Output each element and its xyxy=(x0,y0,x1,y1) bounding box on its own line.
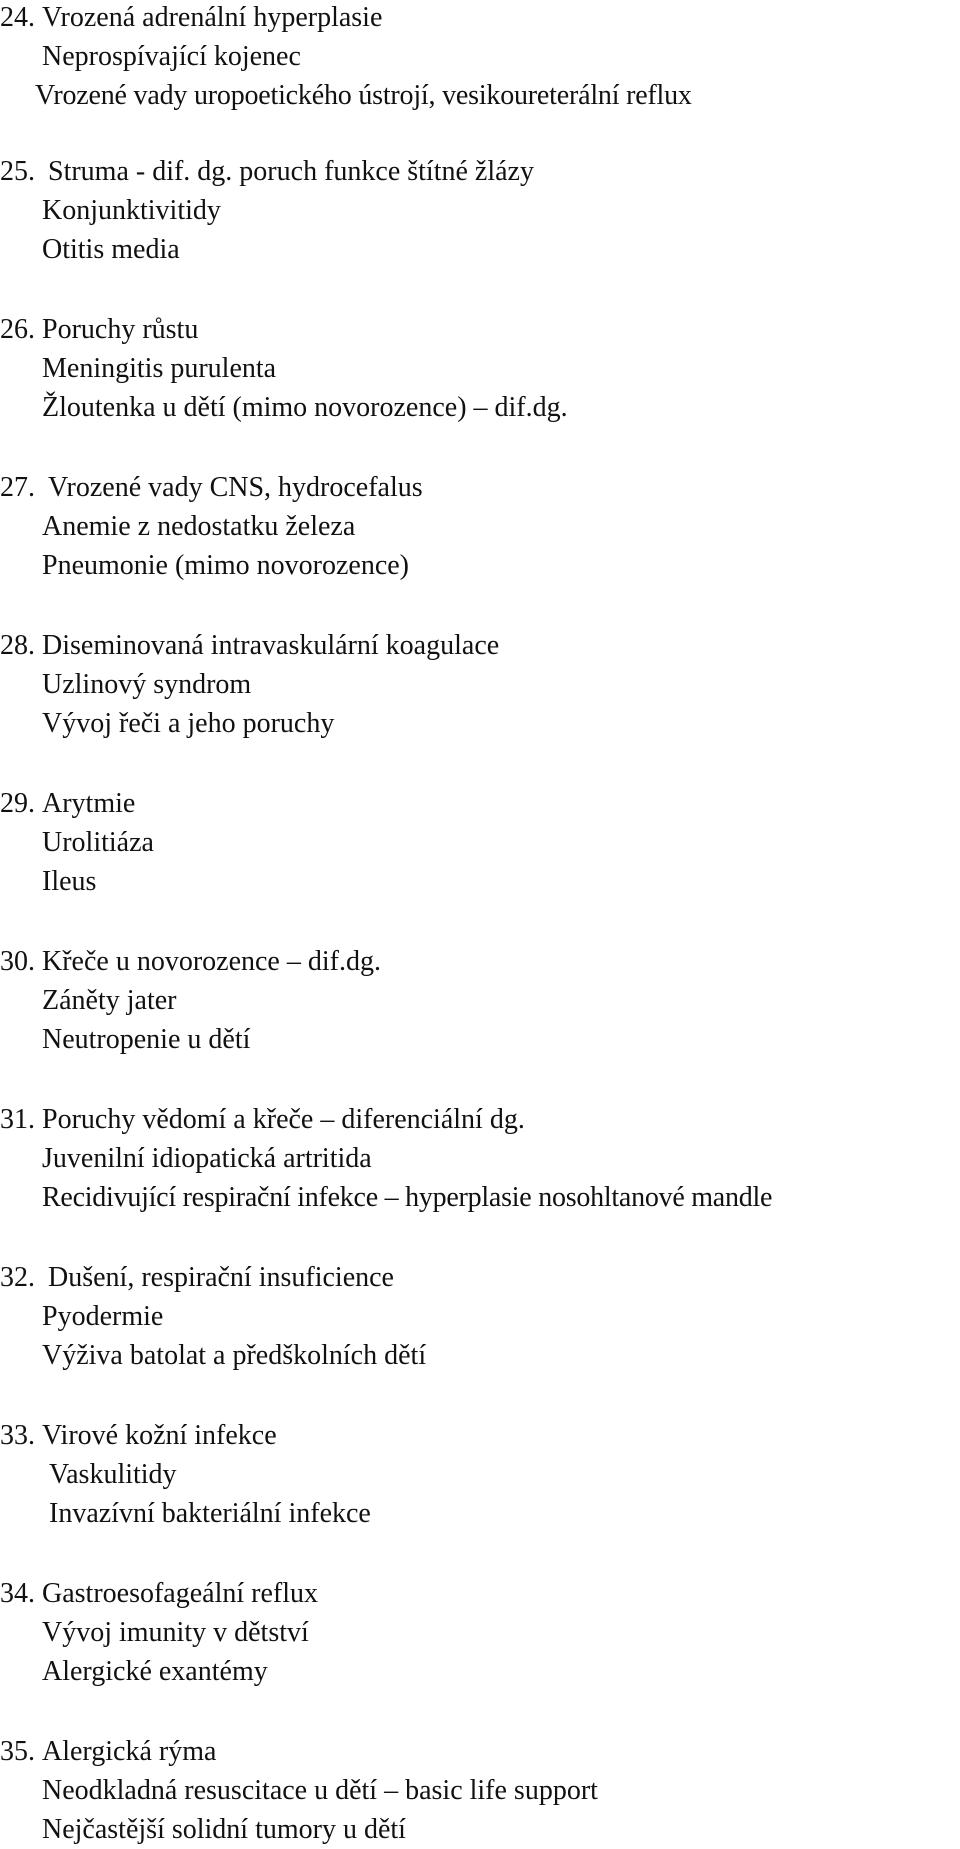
topic-title-line xyxy=(0,942,960,981)
topic-line: Vrozená adrenální hyperplasie xyxy=(42,2,383,33)
topic-24 xyxy=(0,0,960,115)
topic-line: Uzlinový syndrom xyxy=(42,669,252,700)
topic-line: Vývoj řeči a jeho poruchy xyxy=(42,708,335,739)
topic-line: Juvenilní idiopatická artritida xyxy=(42,1143,372,1174)
topic-line-row xyxy=(0,349,960,388)
topic-number: 34. xyxy=(0,1578,35,1609)
topic-line: Arytmie xyxy=(42,788,136,819)
topic-title-line xyxy=(0,1100,960,1139)
topic-27 xyxy=(0,468,960,585)
topic-line: Gastroesofageální reflux xyxy=(42,1578,318,1609)
topic-line: Křeče u novorozence – dif.dg. xyxy=(42,946,381,977)
topic-30 xyxy=(0,942,960,1059)
topic-title-line xyxy=(0,152,960,191)
topic-number: 28. xyxy=(0,630,35,661)
topic-29 xyxy=(0,784,960,901)
topic-33 xyxy=(0,1416,960,1533)
topic-line: Vrozené vady CNS, hydrocefalus xyxy=(48,472,423,503)
topic-line-row xyxy=(0,1613,960,1652)
topic-line: Alergické exantémy xyxy=(42,1656,268,1687)
topic-line-row xyxy=(0,1652,960,1691)
topic-line: Urolitiáza xyxy=(42,827,154,858)
topic-line: Dušení, respirační insuficience xyxy=(48,1262,394,1293)
topic-line-row xyxy=(0,507,960,546)
topic-title-line xyxy=(0,1416,960,1455)
topic-line-row xyxy=(0,230,960,269)
topic-line: Žloutenka u dětí (mimo novorozence) – dif.dg. xyxy=(42,392,568,423)
topic-line-row xyxy=(0,1771,960,1810)
topic-line-row xyxy=(0,665,960,704)
topic-line: Vývoj imunity v dětství xyxy=(42,1617,309,1648)
topic-line: Otitis media xyxy=(42,234,180,265)
topic-number: 30. xyxy=(0,946,35,977)
topic-31 xyxy=(0,1100,960,1217)
topic-line-row xyxy=(0,1494,960,1533)
topic-number: 27. xyxy=(0,472,35,503)
topic-title-line xyxy=(0,1574,960,1613)
topic-line: Anemie z nedostatku železa xyxy=(42,511,356,542)
topic-number: 32. xyxy=(0,1262,35,1293)
topic-line: Meningitis purulenta xyxy=(42,353,277,384)
topic-number: 33. xyxy=(0,1420,35,1451)
topic-line-row xyxy=(0,1336,960,1375)
topic-32 xyxy=(0,1258,960,1375)
topic-line-row xyxy=(0,191,960,230)
topic-title-line xyxy=(0,0,960,37)
topic-line: Konjunktivitidy xyxy=(42,195,221,226)
topic-line-row xyxy=(0,981,960,1020)
topic-title-line xyxy=(0,1258,960,1297)
topic-number: 26. xyxy=(0,314,35,345)
topic-26 xyxy=(0,310,960,427)
topic-number: 24. xyxy=(0,2,35,33)
topic-line: Vaskulitidy xyxy=(49,1459,177,1490)
topic-title-line xyxy=(0,468,960,507)
topic-number: 25. xyxy=(0,156,35,187)
topic-line: Pneumonie (mimo novorozence) xyxy=(42,550,410,581)
topic-28 xyxy=(0,626,960,743)
topic-title-line xyxy=(0,784,960,823)
topic-line-row xyxy=(0,388,960,427)
topic-line: Záněty jater xyxy=(42,985,177,1016)
topic-line-row xyxy=(0,546,960,585)
topic-line-row xyxy=(0,1020,960,1059)
topic-line: Diseminovaná intravaskulární koagulace xyxy=(42,630,500,661)
topic-line: Virové kožní infekce xyxy=(42,1420,277,1451)
topic-line: Poruchy růstu xyxy=(42,314,199,345)
topic-line-row xyxy=(0,1139,960,1178)
topic-line-row xyxy=(0,704,960,743)
topic-line: Pyodermie xyxy=(42,1301,164,1332)
topic-line-row xyxy=(0,1297,960,1336)
topic-number: 35. xyxy=(0,1736,35,1767)
topic-line: Nejčastější solidní tumory u dětí xyxy=(42,1814,406,1845)
topic-line-row xyxy=(0,37,960,76)
topic-line-row xyxy=(0,862,960,901)
topic-line-row xyxy=(0,1810,960,1849)
topic-line-row xyxy=(0,1178,960,1217)
topic-line: Recidivující respirační infekce – hyperplasie nosohltanové mandle xyxy=(42,1182,773,1213)
topic-title-line xyxy=(0,310,960,349)
topic-number: 31. xyxy=(0,1104,35,1135)
topic-title-line xyxy=(0,1732,960,1771)
topic-35 xyxy=(0,1732,960,1849)
topic-line-row xyxy=(0,76,960,115)
topic-number: 29. xyxy=(0,788,35,819)
topic-title-line xyxy=(0,626,960,665)
topic-line-row xyxy=(0,1455,960,1494)
topic-line: Neprospívající kojenec xyxy=(42,41,301,72)
topic-line: Výživa batolat a předškolních dětí xyxy=(42,1340,427,1371)
topic-34 xyxy=(0,1574,960,1691)
topic-line: Invazívní bakteriální infekce xyxy=(49,1498,371,1529)
topic-line-row xyxy=(0,823,960,862)
topic-line: Vrozené vady uropoetického ústrojí, vesikoureterální reflux xyxy=(35,80,692,111)
topic-line: Poruchy vědomí a křeče – diferenciální dg. xyxy=(42,1104,525,1135)
topic-line: Neodkladná resuscitace u dětí – basic life support xyxy=(42,1775,598,1806)
topic-line: Alergická rýma xyxy=(42,1736,217,1767)
topic-line: Neutropenie u dětí xyxy=(42,1024,251,1055)
topic-line: Ileus xyxy=(42,866,97,897)
topic-line: Struma - dif. dg. poruch funkce štítné žlázy xyxy=(48,156,534,187)
topic-25 xyxy=(0,152,960,269)
